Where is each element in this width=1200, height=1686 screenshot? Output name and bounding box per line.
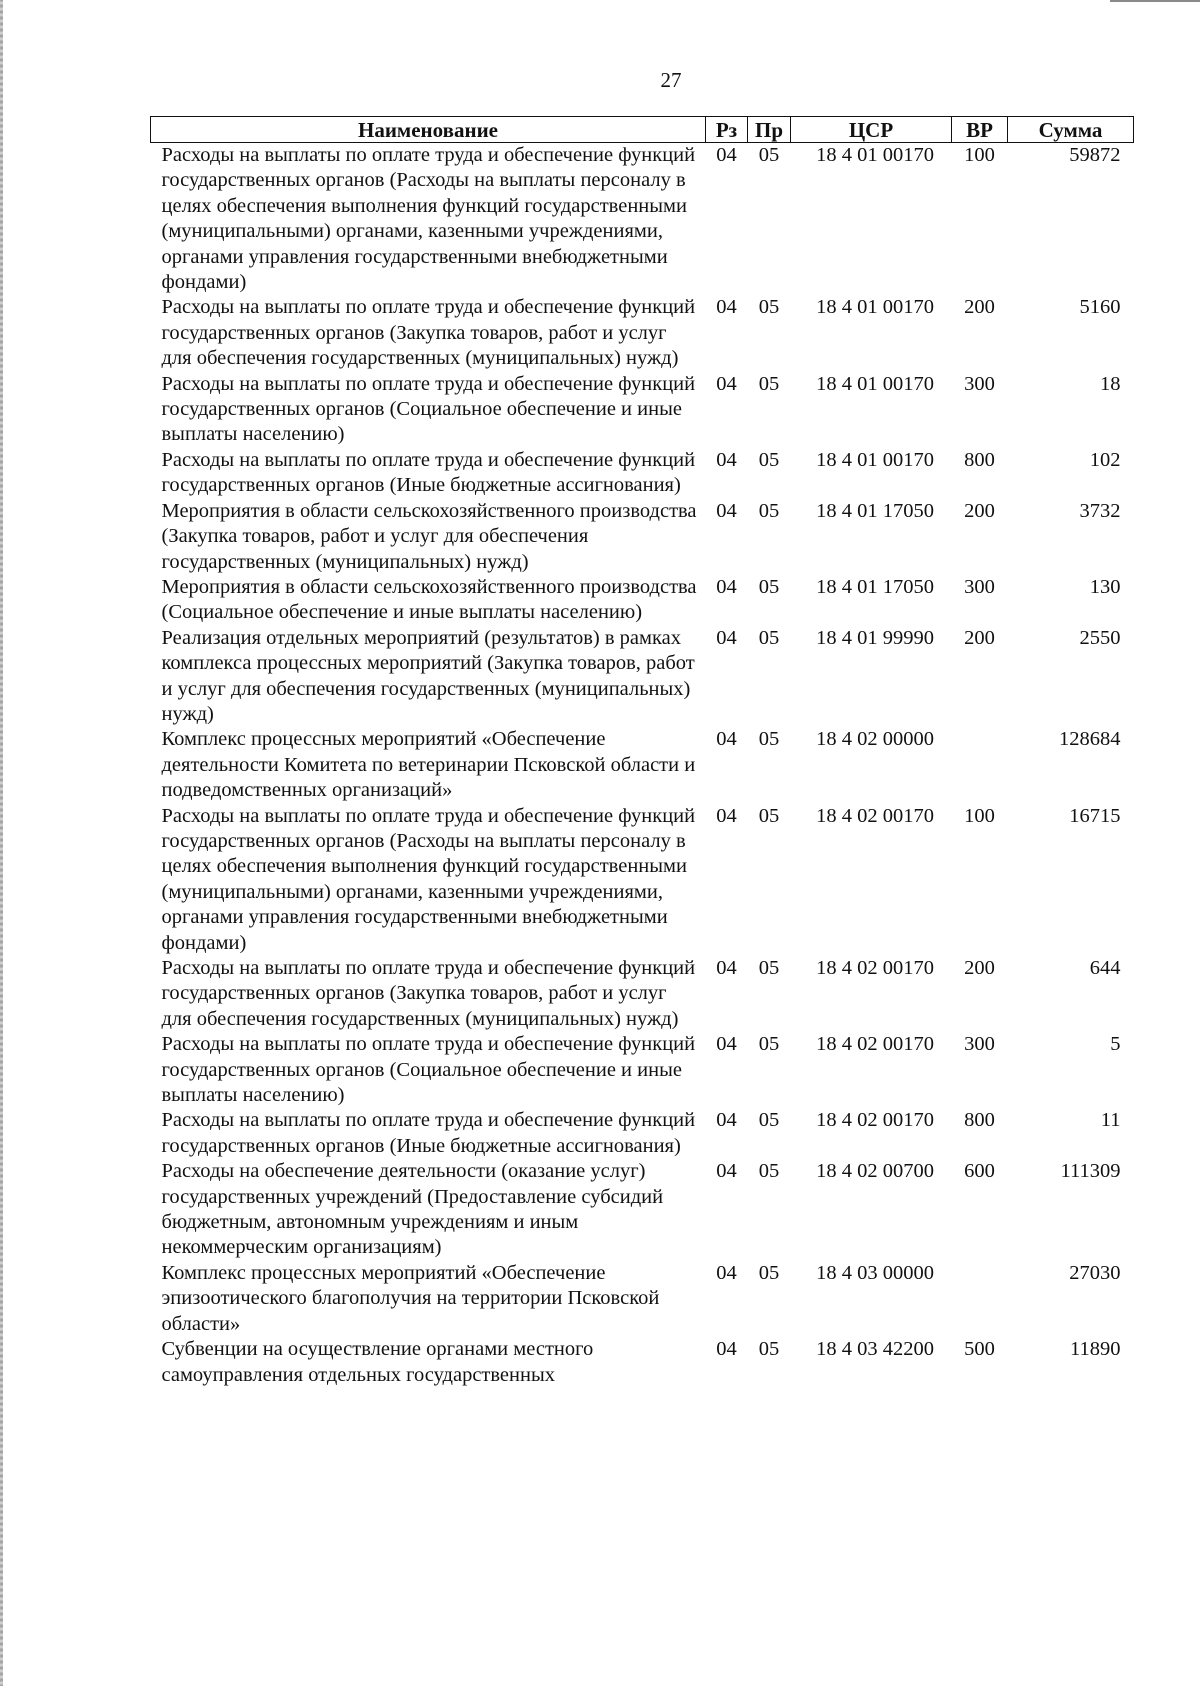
cell-sum: 102	[1089, 448, 1121, 471]
cell-name: Субвенции на осуществление органами местного самоуправления отдельных государственных	[161, 1338, 594, 1386]
cell-sum: 3732	[1079, 499, 1121, 522]
cell-sum: 11890	[1070, 1338, 1121, 1361]
cell-pr: 05	[758, 728, 780, 751]
cell-rz: 04	[716, 1109, 737, 1132]
cell-rz: 04	[716, 1160, 737, 1183]
cell-rz: 04	[716, 499, 737, 522]
cell-vr	[952, 1261, 1008, 1337]
cell-csr: 18 4 01 00170	[816, 144, 934, 166]
header-vr: ВР	[952, 117, 1008, 143]
cell-pr: 05	[758, 372, 780, 395]
cell-csr: 18 4 02 00170	[816, 1033, 934, 1056]
cell-name: Расходы на выплаты по оплате труда и обеспечение функций государственных органов (Расходы на выплаты персоналу в целях обеспечения выполнения функций государственными (муниципальными) органами, казенными учреждениями, органами управления государственными внебюджетными фондами)	[161, 804, 696, 954]
cell-pr: 05	[758, 1033, 780, 1056]
cell-csr: 18 4 03 42200	[816, 1338, 934, 1361]
cell-rz: 04	[716, 957, 737, 979]
table-row	[151, 956, 1134, 1032]
cell-name: Мероприятия в области сельскохозяйственного производства (Закупка товаров, работ и услуг для обеспечения государственных (муниципальных) нужд)	[161, 499, 697, 573]
scan-edge-left	[0, 0, 3, 1686]
cell-pr: 05	[758, 1160, 780, 1183]
cell-csr: 18 4 02 00170	[816, 957, 934, 979]
cell-sum: 5160	[1079, 296, 1121, 319]
cell-name: Расходы на выплаты по оплате труда и обеспечение функций государственных органов (Закупка товаров, работ и услуг для обеспечения государственных (муниципальных) нужд)	[161, 296, 696, 370]
cell-pr: 05	[758, 448, 780, 471]
cell-name: Расходы на выплаты по оплате труда и обеспечение функций государственных органов (Иные бюджетные ассигнования)	[161, 448, 696, 497]
cell-csr: 18 4 01 00170	[816, 448, 934, 471]
page-number: 27	[660, 68, 682, 92]
cell-vr: 200	[964, 499, 995, 522]
cell-pr: 05	[758, 1338, 780, 1361]
cell-sum: 128684	[1059, 728, 1121, 751]
table-row	[151, 143, 1134, 296]
cell-vr: 100	[964, 804, 995, 827]
cell-rz: 04	[716, 1338, 737, 1361]
table-row	[151, 575, 1134, 626]
cell-sum: 644	[1089, 957, 1121, 979]
table-row	[151, 372, 1134, 448]
cell-vr: 300	[964, 1033, 995, 1056]
cell-rz: 04	[716, 144, 737, 166]
cell-name: Мероприятия в области сельскохозяйственного производства (Социальное обеспечение и иные выплаты населению)	[161, 575, 697, 624]
table-row	[151, 1032, 1134, 1108]
budget-table	[150, 116, 1134, 1388]
table-header-row	[151, 117, 1134, 143]
cell-csr: 18 4 02 00170	[816, 1109, 934, 1132]
table-row	[151, 804, 1134, 956]
cell-pr: 05	[758, 957, 780, 979]
cell-vr: 100	[964, 144, 995, 166]
scan-edge-top	[1110, 0, 1200, 2]
cell-name: Расходы на обеспечение деятельности (оказание услуг) государственных учреждений (Предоставление субсидий бюджетным, автономным учреждениям и иным некоммерческим организациям)	[161, 1160, 664, 1259]
cell-pr: 05	[758, 499, 780, 522]
cell-rz: 04	[716, 804, 737, 827]
cell-sum: 59872	[1069, 144, 1121, 166]
cell-pr: 05	[758, 626, 780, 649]
cell-rz: 04	[716, 1033, 737, 1056]
cell-csr: 18 4 01 17050	[816, 499, 934, 522]
cell-vr: 200	[964, 296, 995, 319]
cell-sum: 5	[1110, 1033, 1121, 1056]
cell-name: Реализация отдельных мероприятий (результатов) в рамках комплекса процессных мероприятий (Закупка товаров, работ и услуг для обеспечения государственных (муниципальных) нужд)	[161, 626, 695, 725]
table-row	[151, 626, 1134, 728]
cell-vr: 200	[964, 957, 995, 979]
cell-pr: 05	[758, 1109, 780, 1132]
cell-rz: 04	[716, 448, 737, 471]
header-name: Наименование	[151, 117, 706, 143]
cell-vr: 800	[964, 1109, 995, 1132]
cell-rz: 04	[716, 296, 737, 319]
table-row	[151, 448, 1134, 499]
cell-rz: 04	[716, 575, 737, 598]
table-row	[151, 1108, 1134, 1159]
cell-pr: 05	[758, 144, 780, 166]
cell-vr	[952, 727, 1008, 803]
header-pr: Пр	[748, 117, 791, 143]
cell-sum: 2550	[1079, 626, 1121, 649]
cell-name: Расходы на выплаты по оплате труда и обеспечение функций государственных органов (Социальное обеспечение и иные выплаты населению)	[161, 1033, 696, 1107]
cell-vr: 600	[964, 1160, 995, 1183]
cell-rz: 04	[716, 372, 737, 395]
table-row	[151, 499, 1134, 575]
cell-csr: 18 4 01 00170	[816, 372, 934, 395]
cell-csr: 18 4 02 00000	[816, 728, 934, 751]
header-sum: Сумма	[1008, 117, 1134, 143]
header-rz: Рз	[706, 117, 748, 143]
cell-csr: 18 4 02 00700	[816, 1160, 934, 1183]
cell-sum: 27030	[1069, 1261, 1121, 1284]
table-row	[151, 727, 1134, 803]
cell-csr: 18 4 03 00000	[816, 1261, 934, 1284]
cell-name: Расходы на выплаты по оплате труда и обеспечение функций государственных органов (Закупка товаров, работ и услуг для обеспечения государственных (муниципальных) нужд)	[161, 957, 696, 1030]
cell-csr: 18 4 01 00170	[816, 296, 934, 319]
table-body	[151, 143, 1134, 1388]
cell-rz: 04	[716, 626, 737, 649]
table-row	[151, 1261, 1134, 1337]
cell-sum: 111309	[1060, 1160, 1121, 1183]
cell-pr: 05	[758, 575, 780, 598]
cell-rz: 04	[716, 1261, 737, 1284]
cell-pr: 05	[758, 1261, 780, 1284]
cell-vr: 300	[964, 372, 995, 395]
cell-vr: 500	[964, 1338, 995, 1361]
table-row	[151, 1159, 1134, 1261]
cell-name: Расходы на выплаты по оплате труда и обеспечение функций государственных органов (Расходы на выплаты персоналу в целях обеспечения выполнения функций государственными (муниципальными) органами, казенными учреждениями, органами управления государственными внебюджетными фондами)	[161, 144, 696, 294]
cell-csr: 18 4 01 99990	[816, 626, 934, 649]
cell-sum: 11	[1100, 1109, 1121, 1132]
cell-name: Расходы на выплаты по оплате труда и обеспечение функций государственных органов (Иные бюджетные ассигнования)	[161, 1109, 696, 1157]
table-row	[151, 295, 1134, 371]
cell-sum: 130	[1089, 575, 1121, 598]
cell-vr: 200	[964, 626, 995, 649]
cell-pr: 05	[758, 296, 780, 319]
table-row	[151, 1337, 1134, 1388]
cell-rz: 04	[716, 728, 737, 751]
cell-sum: 16715	[1069, 804, 1121, 827]
header-csr: ЦСР	[791, 117, 952, 143]
cell-name: Расходы на выплаты по оплате труда и обеспечение функций государственных органов (Социальное обеспечение и иные выплаты населению)	[161, 372, 696, 446]
cell-csr: 18 4 02 00170	[816, 804, 934, 827]
cell-sum: 18	[1100, 372, 1121, 395]
cell-csr: 18 4 01 17050	[816, 575, 934, 598]
cell-vr: 800	[964, 448, 995, 471]
cell-pr: 05	[758, 804, 780, 827]
cell-vr: 300	[964, 575, 995, 598]
cell-name: Комплекс процессных мероприятий «Обеспечение деятельности Комитета по ветеринарии Псковской области и подведомственных организаций»	[161, 728, 696, 802]
cell-name: Комплекс процессных мероприятий «Обеспечение эпизоотического благополучия на территории Псковской области»	[161, 1261, 660, 1335]
